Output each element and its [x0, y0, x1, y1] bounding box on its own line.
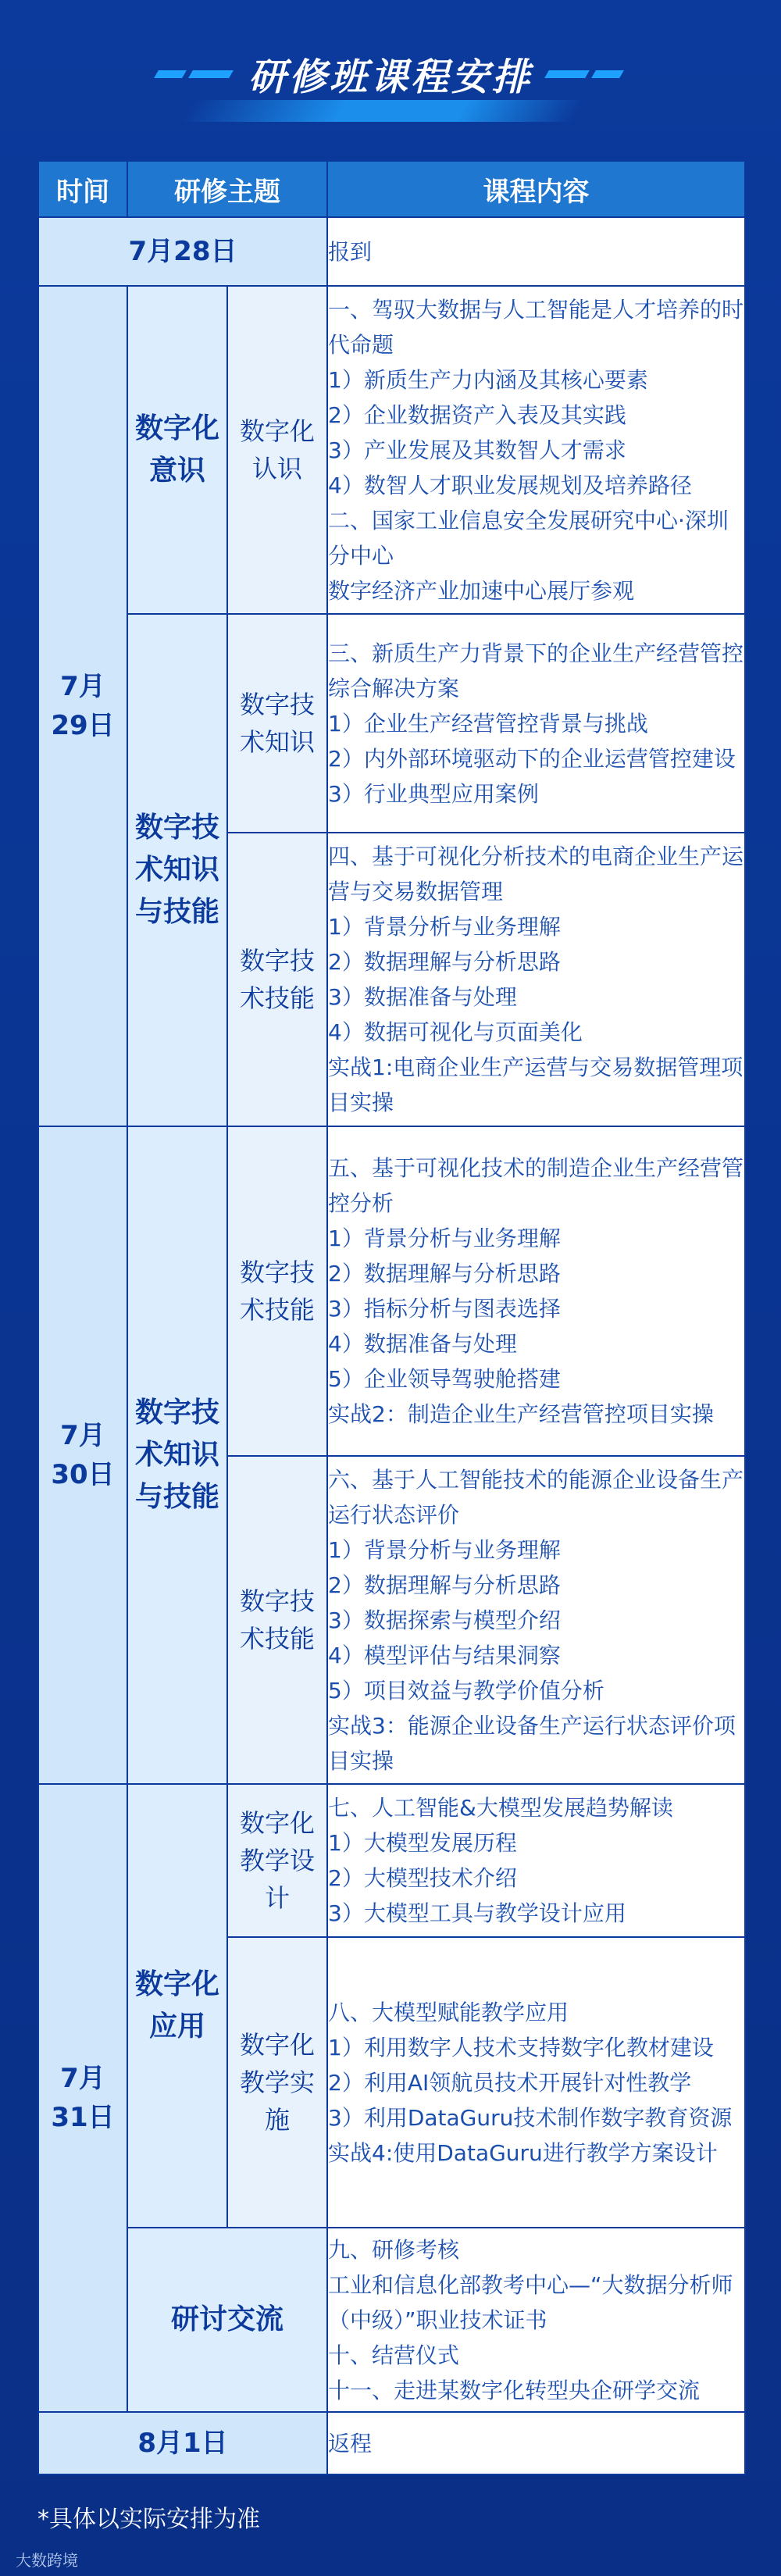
text-line: 报到 [328, 238, 373, 265]
text-line: 应用 [148, 2010, 205, 2043]
text-line: 1）新质生产力内涵及其核心要素 [328, 366, 648, 393]
theme-cell [127, 286, 227, 614]
text-line: 十、结营仪式 [328, 2342, 460, 2368]
content-cell [327, 286, 745, 614]
table-row [38, 2412, 745, 2474]
text-line: 数字技 [239, 690, 315, 719]
text-line: 1）大模型发展历程 [328, 1830, 517, 1856]
text-line: 4）模型评估与结果洞察 [328, 1642, 561, 1668]
text-line: 术技能 [239, 1624, 315, 1654]
text-line: 30日 [51, 1459, 115, 1490]
text-line: 教学设 [239, 1846, 315, 1875]
text-line: 31日 [51, 2102, 115, 2133]
content-cell [327, 1784, 745, 1937]
text-line: 术知识 [134, 1439, 219, 1471]
text-line: 数字技 [239, 946, 315, 976]
theme-cell [127, 1784, 227, 2228]
text-line: 4）数据准备与处理 [328, 1331, 517, 1357]
text-line: 数字技 [239, 1258, 315, 1287]
text-line: 返程 [328, 2430, 373, 2456]
subtheme-cell [227, 833, 327, 1126]
title-banner [0, 39, 781, 125]
text-line: 计 [264, 1883, 290, 1913]
text-line: 7月 [60, 1420, 105, 1451]
text-line: 七、人工智能&大模型发展趋势解读 [328, 1795, 673, 1821]
subtheme-cell [227, 286, 327, 614]
date-cell [38, 286, 127, 1126]
content-cell [327, 1937, 745, 2228]
text-line: 意识 [148, 455, 205, 487]
text-line: 实战4:使用DataGuru进行教学方案设计 [328, 2139, 718, 2166]
page-title: 研修班课程安排 [248, 55, 533, 99]
content-cell [327, 217, 745, 286]
content-cell [327, 2228, 745, 2412]
text-line: 7月 [60, 2063, 105, 2094]
content-cell [327, 833, 745, 1126]
text-line: 3）数据准备与处理 [328, 984, 517, 1010]
schedule-table [37, 160, 746, 2475]
content-cell [327, 1126, 745, 1456]
text-line: 四、基于可视化分析技术的电商企业生产运营与交易数据管理 [328, 844, 744, 904]
text-line: 5）企业领导驾驶舱搭建 [328, 1366, 561, 1392]
text-line: 六、基于人工智能技术的能源企业设备生产运行状态评价 [328, 1466, 744, 1528]
text-line: 2）内外部环境驱动下的企业运营管控建设 [328, 745, 736, 772]
text-line: 1）背景分析与业务理解 [328, 1226, 561, 1251]
text-line: 数字经济产业加速中心展厅参观 [328, 577, 635, 604]
text-line: 实战1:电商企业生产运营与交易数据管理项目实操 [328, 1054, 744, 1115]
text-line: 与技能 [134, 896, 219, 928]
theme-cell [127, 614, 227, 1126]
content-cell [327, 2412, 745, 2474]
text-line: 4）数据可视化与页面美化 [328, 1019, 583, 1045]
text-line: 数字化 [239, 416, 315, 446]
text-line: 3）指标分析与图表选择 [328, 1296, 561, 1322]
text-line: 1）背景分析与业务理解 [328, 1536, 561, 1563]
text-line: 3）大模型工具与教学设计应用 [328, 1900, 626, 1926]
text-line: 2）数据理解与分析思路 [328, 949, 561, 975]
header-content: 课程内容 [327, 161, 745, 217]
text-line: 数字化 [134, 412, 219, 444]
subtheme-cell [227, 1784, 327, 1937]
title-underline [181, 100, 584, 122]
text-line: 实战2：制造企业生产经营管控项目实操 [328, 1401, 714, 1427]
text-line: 数字技 [134, 812, 219, 844]
text-line: 4）数智人才职业发展规划及培养路径 [328, 472, 692, 498]
text-line: 一、驾驭大数据与人工智能是人才培养的时代命题 [328, 296, 744, 358]
subtheme-cell [227, 614, 327, 833]
text-line: 3）利用DataGuru技术制作数字教育资源 [328, 2104, 733, 2131]
subtheme-cell [227, 1937, 327, 2228]
text-line: 术知识 [134, 854, 219, 886]
table-row [38, 614, 745, 833]
text-line: 5）项目效益与教学价值分析 [328, 1677, 604, 1704]
text-line: 2）企业数据资产入表及其实践 [328, 401, 626, 428]
date-cell [38, 1784, 127, 2412]
header-time: 时间 [38, 161, 127, 217]
content-cell [327, 1456, 745, 1784]
text-line: 数字化 [239, 2030, 315, 2060]
title-decoration-right [544, 70, 590, 78]
text-line: 2）利用AI领航员技术开展针对性教学 [328, 2069, 692, 2096]
text-line: 施 [264, 2105, 290, 2135]
text-line: 7月 [60, 671, 105, 702]
content-cell [327, 614, 745, 833]
text-line: 3）行业典型应用案例 [328, 780, 539, 807]
text-line: 3）数据探索与模型介绍 [328, 1607, 561, 1633]
text-line: 三、新质生产力背景下的企业生产经营管控综合解决方案 [328, 640, 744, 701]
text-line: 数字化 [134, 1968, 219, 2000]
table-row [38, 2228, 745, 2412]
header-topic: 研修主题 [127, 161, 327, 217]
text-line: 术知识 [239, 727, 315, 757]
table-row [38, 286, 745, 614]
text-line: 1）利用数字人技术支持数字化教材建设 [328, 2034, 714, 2060]
subtheme-cell [227, 1126, 327, 1456]
text-line: 3）产业发展及其数智人才需求 [328, 437, 626, 463]
title-decoration-right-2 [591, 70, 624, 78]
table-row [38, 1126, 745, 1456]
subtheme-cell [227, 1456, 327, 1784]
text-line: 教学实 [239, 2068, 315, 2097]
table-header-row [38, 161, 745, 217]
text-line: 术技能 [239, 1295, 315, 1325]
text-line: 十一、走进某数字化转型央企研学交流 [328, 2377, 701, 2403]
theme-cell [127, 1126, 227, 1784]
text-line: 五、基于可视化技术的制造企业生产经营管控分析 [328, 1155, 744, 1216]
footnote: *具体以实际安排为准 [37, 2506, 260, 2533]
text-line: 术技能 [239, 983, 315, 1013]
theme-cell: 研讨交流 [127, 2228, 327, 2412]
watermark-logo: 大数跨境 [16, 2551, 78, 2570]
text-line: 工业和信息化部教考中心—“大数据分析师（中级）”职业技术证书 [328, 2271, 733, 2333]
text-line: 2）数据理解与分析思路 [328, 1572, 561, 1598]
text-line: 八、大模型赋能教学应用 [328, 1999, 569, 2025]
text-line: 1）背景分析与业务理解 [328, 914, 561, 940]
text-line: 29日 [51, 710, 115, 741]
date-cell: 8月1日 [38, 2412, 327, 2474]
text-line: 二、国家工业信息安全发展研究中心·深圳分中心 [328, 507, 729, 569]
text-line: 1）企业生产经营管控背景与挑战 [328, 710, 648, 737]
table-row [38, 217, 745, 286]
text-line: 数字化 [239, 1808, 315, 1838]
text-line: 2）数据理解与分析思路 [328, 1261, 561, 1286]
text-line: 与技能 [134, 1481, 219, 1513]
table-row [38, 1784, 745, 1937]
text-line: 2）大模型技术介绍 [328, 1865, 517, 1891]
date-cell [38, 1126, 127, 1784]
text-line: 实战3：能源企业设备生产运行状态评价项目实操 [328, 1712, 736, 1774]
text-line: 数字技 [239, 1586, 315, 1616]
date-cell: 7月28日 [38, 217, 327, 286]
text-line: 数字技 [134, 1397, 219, 1429]
text-line: 认识 [251, 454, 302, 483]
text-line: 九、研修考核 [328, 2236, 460, 2263]
